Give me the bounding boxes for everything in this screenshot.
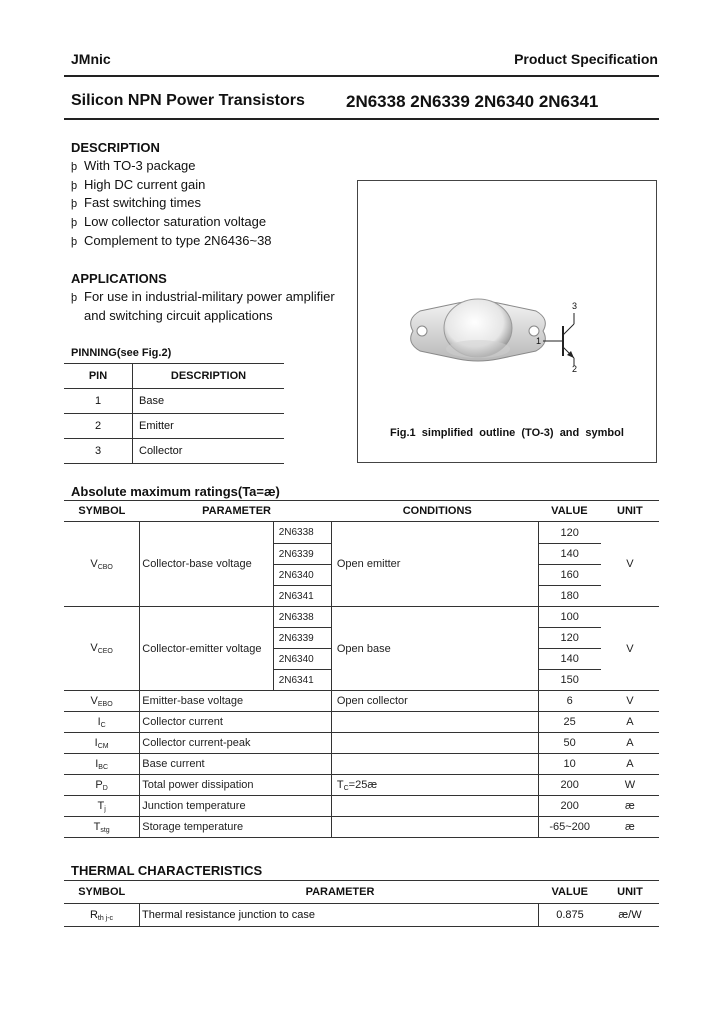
- pin-label-emitter: 2: [572, 364, 578, 374]
- list-item: þ Fast switching times: [71, 195, 202, 210]
- list-item: þ High DC current gain: [71, 177, 206, 192]
- pin-col-header: PIN: [64, 364, 133, 389]
- table-row: $I_{CM}$ Collector current-peak 50 A: [64, 733, 659, 754]
- doc-type: Product Specification: [514, 51, 658, 67]
- description-heading: DESCRIPTION: [71, 140, 160, 155]
- figure-caption: Fig.1 simplified outline (TO-3) and symbol: [390, 427, 624, 439]
- table-row: $T_{stg}$ Storage temperature -65~200 æ: [64, 817, 659, 838]
- col-value: VALUE: [538, 501, 601, 522]
- col-parameter: PARAMETER: [140, 501, 332, 522]
- table-row: 2N6339 140: [64, 544, 659, 565]
- ratings-heading: Absolute maximum ratings(Ta=æ): [71, 484, 280, 499]
- pin-label-base: 1: [536, 336, 542, 346]
- desc-col-header: DESCRIPTION: [133, 364, 285, 389]
- pinning-table: [64, 363, 284, 464]
- col-unit: UNIT: [601, 501, 659, 522]
- vcbo-symbol: $V_{CBO}$: [64, 522, 140, 607]
- product-title: Silicon NPN Power Transistors: [71, 92, 305, 109]
- pin-label-collector: 3: [572, 301, 578, 311]
- table-row: $P_D$ Total power dissipation $T_C=25æ$ 200 W: [64, 775, 659, 796]
- thermal-heading: THERMAL CHARACTERISTICS: [71, 863, 263, 878]
- table-row: 1 Base: [64, 389, 284, 414]
- table-row: $I_C$ Collector current 25 A: [64, 712, 659, 733]
- table-row: 2N6340 140: [64, 649, 659, 670]
- table-row: 2 Emitter: [64, 414, 284, 439]
- thermal-table: SYMBOL PARAMETER VALUE UNIT $R_{th j-c}$ Thermal resistance junction to case 0.875 æ/W: [64, 880, 659, 927]
- figure-box: [357, 180, 657, 463]
- list-item: þ With TO-3 package: [71, 158, 196, 173]
- list-item: þ For use in industrial-military power amplifier: [71, 289, 335, 304]
- table-row: $V_{CEO}$ Collector-emitter voltage 2N6338 Open base 100 V: [64, 607, 659, 628]
- npn-symbol-icon: [358, 181, 656, 462]
- list-item-continuation: and switching circuit applications: [84, 308, 273, 323]
- col-conditions: CONDITIONS: [331, 501, 538, 522]
- pinning-heading: PINNING(see Fig.2): [71, 347, 172, 359]
- table-row: 2N6340 160: [64, 565, 659, 586]
- table-row: 2N6339 120: [64, 628, 659, 649]
- list-item: þ Low collector saturation voltage: [71, 214, 267, 229]
- table-row: 2N6341 150: [64, 670, 659, 691]
- table-row: $V_{CBO}$ Collector-base voltage 2N6338 Open emitter 120 V: [64, 522, 659, 544]
- table-row: 2N6341 180: [64, 586, 659, 607]
- table-row: $T_j$ Junction temperature 200 æ: [64, 796, 659, 817]
- part-numbers: 2N6338 2N6339 2N6340 2N6341: [346, 92, 599, 111]
- table-row: 3 Collector: [64, 439, 284, 464]
- col-symbol: SYMBOL: [64, 501, 140, 522]
- header-rule: [64, 75, 659, 77]
- ratings-table: [64, 500, 659, 838]
- applications-heading: APPLICATIONS: [71, 271, 167, 286]
- table-row: $V_{EBO}$ Emitter-base voltage Open collector 6 V: [64, 691, 659, 712]
- table-row: $R_{th j-c}$ Thermal resistance junction to case 0.875 æ/W: [64, 904, 659, 927]
- title-rule: [64, 118, 659, 120]
- vceo-symbol: $V_{CEO}$: [64, 607, 140, 691]
- company-name: JMnic: [71, 51, 111, 67]
- table-row: $I_{BC}$ Base current 10 A: [64, 754, 659, 775]
- list-item: þ Complement to type 2N6436~38: [71, 233, 272, 248]
